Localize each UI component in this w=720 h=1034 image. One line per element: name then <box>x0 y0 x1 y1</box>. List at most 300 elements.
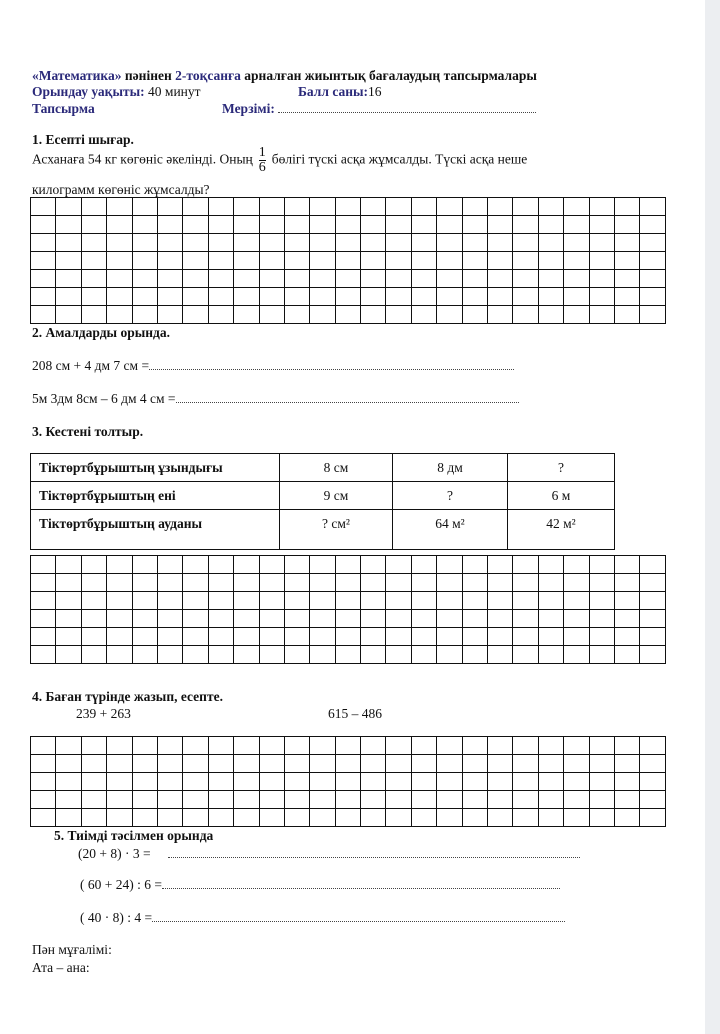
grid-cell[interactable] <box>107 574 132 592</box>
grid-cell[interactable] <box>310 556 335 574</box>
grid-cell[interactable] <box>564 216 589 234</box>
grid-cell[interactable] <box>513 628 538 646</box>
grid-cell[interactable] <box>361 306 386 324</box>
grid-cell[interactable] <box>234 234 259 252</box>
grid-cell[interactable] <box>513 306 538 324</box>
grid-cell[interactable] <box>386 574 411 592</box>
grid-cell[interactable] <box>411 234 436 252</box>
grid-cell[interactable] <box>614 610 639 628</box>
grid-cell[interactable] <box>614 288 639 306</box>
grid-cell[interactable] <box>31 198 56 216</box>
grid-cell[interactable] <box>513 574 538 592</box>
grid-cell[interactable] <box>437 556 462 574</box>
grid-cell[interactable] <box>437 252 462 270</box>
grid-cell[interactable] <box>132 216 157 234</box>
grid-cell[interactable] <box>411 737 436 755</box>
grid-cell[interactable] <box>538 628 563 646</box>
grid-cell[interactable] <box>488 234 513 252</box>
grid-cell[interactable] <box>361 234 386 252</box>
grid-cell[interactable] <box>462 755 487 773</box>
grid-cell[interactable] <box>259 809 284 827</box>
grid-cell[interactable] <box>157 270 182 288</box>
grid-cell[interactable] <box>564 574 589 592</box>
grid-cell[interactable] <box>284 216 309 234</box>
grid-cell[interactable] <box>589 755 614 773</box>
grid-cell[interactable] <box>284 610 309 628</box>
grid-cell[interactable] <box>157 574 182 592</box>
grid-cell[interactable] <box>234 270 259 288</box>
grid-cell[interactable] <box>361 216 386 234</box>
grid-cell[interactable] <box>81 556 106 574</box>
grid-cell[interactable] <box>132 755 157 773</box>
grid-cell[interactable] <box>640 791 665 809</box>
grid-cell[interactable] <box>614 809 639 827</box>
grid-cell[interactable] <box>513 791 538 809</box>
grid-cell[interactable] <box>107 610 132 628</box>
grid-cell[interactable] <box>31 270 56 288</box>
answer-grid-3[interactable] <box>30 736 666 827</box>
grid-cell[interactable] <box>157 773 182 791</box>
grid-cell[interactable] <box>208 270 233 288</box>
grid-cell[interactable] <box>411 628 436 646</box>
grid-cell[interactable] <box>234 288 259 306</box>
grid-cell[interactable] <box>589 610 614 628</box>
grid-cell[interactable] <box>564 252 589 270</box>
grid-cell[interactable] <box>56 592 81 610</box>
grid-cell[interactable] <box>183 809 208 827</box>
grid-cell[interactable] <box>132 306 157 324</box>
grid-cell[interactable] <box>437 773 462 791</box>
grid-cell[interactable] <box>564 737 589 755</box>
grid-cell[interactable] <box>183 574 208 592</box>
grid-cell[interactable] <box>132 252 157 270</box>
grid-cell[interactable] <box>208 610 233 628</box>
grid-cell[interactable] <box>284 755 309 773</box>
grid-cell[interactable] <box>462 556 487 574</box>
grid-cell[interactable] <box>208 809 233 827</box>
grid-cell[interactable] <box>335 773 360 791</box>
grid-cell[interactable] <box>488 628 513 646</box>
answer-grid-2[interactable] <box>30 555 666 664</box>
grid-cell[interactable] <box>335 270 360 288</box>
grid-cell[interactable] <box>31 252 56 270</box>
grid-cell[interactable] <box>259 755 284 773</box>
grid-cell[interactable] <box>157 809 182 827</box>
grid-cell[interactable] <box>81 628 106 646</box>
grid-cell[interactable] <box>208 306 233 324</box>
grid-cell[interactable] <box>284 809 309 827</box>
grid-cell[interactable] <box>234 216 259 234</box>
grid-cell[interactable] <box>614 556 639 574</box>
grid-cell[interactable] <box>361 592 386 610</box>
grid-cell[interactable] <box>564 773 589 791</box>
grid-cell[interactable] <box>437 216 462 234</box>
grid-cell[interactable] <box>564 306 589 324</box>
grid-cell[interactable] <box>411 610 436 628</box>
grid-cell[interactable] <box>564 610 589 628</box>
grid-cell[interactable] <box>538 610 563 628</box>
grid-cell[interactable] <box>208 288 233 306</box>
grid-cell[interactable] <box>538 234 563 252</box>
grid-cell[interactable] <box>107 556 132 574</box>
grid-cell[interactable] <box>462 628 487 646</box>
grid-cell[interactable] <box>361 556 386 574</box>
grid-cell[interactable] <box>488 755 513 773</box>
grid-cell[interactable] <box>513 288 538 306</box>
grid-cell[interactable] <box>157 234 182 252</box>
grid-cell[interactable] <box>488 270 513 288</box>
grid-cell[interactable] <box>411 216 436 234</box>
grid-cell[interactable] <box>157 610 182 628</box>
grid-cell[interactable] <box>488 252 513 270</box>
grid-cell[interactable] <box>310 234 335 252</box>
grid-cell[interactable] <box>157 306 182 324</box>
grid-cell[interactable] <box>335 755 360 773</box>
grid-cell[interactable] <box>513 646 538 664</box>
grid-cell[interactable] <box>284 574 309 592</box>
grid-cell[interactable] <box>538 556 563 574</box>
grid-cell[interactable] <box>538 252 563 270</box>
grid-cell[interactable] <box>107 288 132 306</box>
grid-cell[interactable] <box>183 216 208 234</box>
grid-cell[interactable] <box>132 628 157 646</box>
grid-cell[interactable] <box>462 198 487 216</box>
grid-cell[interactable] <box>513 592 538 610</box>
grid-cell[interactable] <box>335 592 360 610</box>
grid-cell[interactable] <box>640 270 665 288</box>
grid-cell[interactable] <box>513 809 538 827</box>
answer-grid-1[interactable] <box>30 197 666 324</box>
grid-cell[interactable] <box>361 288 386 306</box>
grid-cell[interactable] <box>31 610 56 628</box>
grid-cell[interactable] <box>640 628 665 646</box>
grid-cell[interactable] <box>513 556 538 574</box>
grid-cell[interactable] <box>183 628 208 646</box>
grid-cell[interactable] <box>81 610 106 628</box>
grid-cell[interactable] <box>640 574 665 592</box>
grid-cell[interactable] <box>81 592 106 610</box>
grid-cell[interactable] <box>81 288 106 306</box>
grid-cell[interactable] <box>234 755 259 773</box>
grid-cell[interactable] <box>107 791 132 809</box>
grid-cell[interactable] <box>386 270 411 288</box>
grid-cell[interactable] <box>183 755 208 773</box>
grid-cell[interactable] <box>107 198 132 216</box>
grid-cell[interactable] <box>284 288 309 306</box>
grid-cell[interactable] <box>614 216 639 234</box>
grid-cell[interactable] <box>614 791 639 809</box>
grid-cell[interactable] <box>614 306 639 324</box>
grid-cell[interactable] <box>81 216 106 234</box>
grid-cell[interactable] <box>259 252 284 270</box>
grid-cell[interactable] <box>386 646 411 664</box>
grid-cell[interactable] <box>538 809 563 827</box>
grid-cell[interactable] <box>56 198 81 216</box>
grid-cell[interactable] <box>234 574 259 592</box>
grid-cell[interactable] <box>564 646 589 664</box>
grid-cell[interactable] <box>640 610 665 628</box>
grid-cell[interactable] <box>488 791 513 809</box>
grid-cell[interactable] <box>56 252 81 270</box>
grid-cell[interactable] <box>564 288 589 306</box>
grid-cell[interactable] <box>538 646 563 664</box>
grid-cell[interactable] <box>386 791 411 809</box>
grid-cell[interactable] <box>31 773 56 791</box>
grid-cell[interactable] <box>640 755 665 773</box>
grid-cell[interactable] <box>107 252 132 270</box>
grid-cell[interactable] <box>614 270 639 288</box>
grid-cell[interactable] <box>361 809 386 827</box>
grid-cell[interactable] <box>208 556 233 574</box>
grid-cell[interactable] <box>462 809 487 827</box>
grid-cell[interactable] <box>411 755 436 773</box>
grid-cell[interactable] <box>208 252 233 270</box>
grid-cell[interactable] <box>31 592 56 610</box>
grid-cell[interactable] <box>81 809 106 827</box>
grid-cell[interactable] <box>335 216 360 234</box>
grid-cell[interactable] <box>56 737 81 755</box>
grid-cell[interactable] <box>284 791 309 809</box>
grid-cell[interactable] <box>259 737 284 755</box>
grid-cell[interactable] <box>56 791 81 809</box>
grid-cell[interactable] <box>614 592 639 610</box>
grid-cell[interactable] <box>31 737 56 755</box>
grid-cell[interactable] <box>208 755 233 773</box>
grid-cell[interactable] <box>386 198 411 216</box>
grid-cell[interactable] <box>589 773 614 791</box>
grid-cell[interactable] <box>234 791 259 809</box>
grid-cell[interactable] <box>386 556 411 574</box>
grid-cell[interactable] <box>208 592 233 610</box>
grid-cell[interactable] <box>310 610 335 628</box>
grid-cell[interactable] <box>538 574 563 592</box>
grid-cell[interactable] <box>614 755 639 773</box>
grid-cell[interactable] <box>614 628 639 646</box>
grid-cell[interactable] <box>259 216 284 234</box>
grid-cell[interactable] <box>538 198 563 216</box>
grid-cell[interactable] <box>208 737 233 755</box>
grid-cell[interactable] <box>234 556 259 574</box>
grid-cell[interactable] <box>81 252 106 270</box>
grid-cell[interactable] <box>335 574 360 592</box>
grid-cell[interactable] <box>640 556 665 574</box>
grid-cell[interactable] <box>386 592 411 610</box>
grid-cell[interactable] <box>437 270 462 288</box>
grid-cell[interactable] <box>56 809 81 827</box>
grid-cell[interactable] <box>564 198 589 216</box>
grid-cell[interactable] <box>234 306 259 324</box>
grid-cell[interactable] <box>437 646 462 664</box>
grid-cell[interactable] <box>56 288 81 306</box>
grid-cell[interactable] <box>538 755 563 773</box>
grid-cell[interactable] <box>310 216 335 234</box>
grid-cell[interactable] <box>157 646 182 664</box>
grid-cell[interactable] <box>259 773 284 791</box>
grid-cell[interactable] <box>538 216 563 234</box>
grid-cell[interactable] <box>284 773 309 791</box>
grid-cell[interactable] <box>437 809 462 827</box>
grid-cell[interactable] <box>589 646 614 664</box>
grid-cell[interactable] <box>437 306 462 324</box>
grid-cell[interactable] <box>183 737 208 755</box>
grid-cell[interactable] <box>538 791 563 809</box>
grid-cell[interactable] <box>132 198 157 216</box>
grid-cell[interactable] <box>107 270 132 288</box>
grid-cell[interactable] <box>259 574 284 592</box>
grid-cell[interactable] <box>208 234 233 252</box>
grid-cell[interactable] <box>208 773 233 791</box>
grid-cell[interactable] <box>183 592 208 610</box>
grid-cell[interactable] <box>361 755 386 773</box>
grid-cell[interactable] <box>411 556 436 574</box>
grid-cell[interactable] <box>183 198 208 216</box>
grid-cell[interactable] <box>564 592 589 610</box>
grid-cell[interactable] <box>56 773 81 791</box>
grid-cell[interactable] <box>564 234 589 252</box>
grid-cell[interactable] <box>183 234 208 252</box>
grid-cell[interactable] <box>411 574 436 592</box>
grid-cell[interactable] <box>284 628 309 646</box>
grid-cell[interactable] <box>589 737 614 755</box>
grid-cell[interactable] <box>361 270 386 288</box>
grid-cell[interactable] <box>386 773 411 791</box>
grid-cell[interactable] <box>386 288 411 306</box>
grid-cell[interactable] <box>538 737 563 755</box>
grid-cell[interactable] <box>513 216 538 234</box>
grid-cell[interactable] <box>310 574 335 592</box>
grid-cell[interactable] <box>335 628 360 646</box>
grid-cell[interactable] <box>335 646 360 664</box>
grid-cell[interactable] <box>183 556 208 574</box>
grid-cell[interactable] <box>488 556 513 574</box>
grid-cell[interactable] <box>513 270 538 288</box>
grid-cell[interactable] <box>132 270 157 288</box>
grid-cell[interactable] <box>488 646 513 664</box>
grid-cell[interactable] <box>208 198 233 216</box>
grid-cell[interactable] <box>513 773 538 791</box>
grid-cell[interactable] <box>56 646 81 664</box>
grid-cell[interactable] <box>107 737 132 755</box>
grid-cell[interactable] <box>234 646 259 664</box>
grid-cell[interactable] <box>157 755 182 773</box>
grid-cell[interactable] <box>488 574 513 592</box>
grid-cell[interactable] <box>386 628 411 646</box>
grid-cell[interactable] <box>259 556 284 574</box>
grid-cell[interactable] <box>589 234 614 252</box>
grid-cell[interactable] <box>335 610 360 628</box>
grid-cell[interactable] <box>640 252 665 270</box>
grid-cell[interactable] <box>81 306 106 324</box>
grid-cell[interactable] <box>614 234 639 252</box>
grid-cell[interactable] <box>411 252 436 270</box>
grid-cell[interactable] <box>284 556 309 574</box>
grid-cell[interactable] <box>234 198 259 216</box>
grid-cell[interactable] <box>335 252 360 270</box>
grid-cell[interactable] <box>208 216 233 234</box>
grid-cell[interactable] <box>132 646 157 664</box>
grid-cell[interactable] <box>157 592 182 610</box>
grid-cell[interactable] <box>107 646 132 664</box>
grid-cell[interactable] <box>462 234 487 252</box>
grid-cell[interactable] <box>640 198 665 216</box>
grid-cell[interactable] <box>513 198 538 216</box>
grid-cell[interactable] <box>132 773 157 791</box>
grid-cell[interactable] <box>411 646 436 664</box>
grid-cell[interactable] <box>208 574 233 592</box>
grid-cell[interactable] <box>437 737 462 755</box>
grid-cell[interactable] <box>361 574 386 592</box>
grid-cell[interactable] <box>386 809 411 827</box>
grid-cell[interactable] <box>538 270 563 288</box>
grid-cell[interactable] <box>56 216 81 234</box>
grid-cell[interactable] <box>462 773 487 791</box>
grid-cell[interactable] <box>183 610 208 628</box>
grid-cell[interactable] <box>462 252 487 270</box>
grid-cell[interactable] <box>157 628 182 646</box>
grid-cell[interactable] <box>462 574 487 592</box>
grid-cell[interactable] <box>284 737 309 755</box>
grid-cell[interactable] <box>183 270 208 288</box>
grid-cell[interactable] <box>310 809 335 827</box>
grid-cell[interactable] <box>513 252 538 270</box>
grid-cell[interactable] <box>335 737 360 755</box>
grid-cell[interactable] <box>31 234 56 252</box>
grid-cell[interactable] <box>462 288 487 306</box>
grid-cell[interactable] <box>589 791 614 809</box>
grid-cell[interactable] <box>640 809 665 827</box>
grid-cell[interactable] <box>284 234 309 252</box>
grid-cell[interactable] <box>589 809 614 827</box>
grid-cell[interactable] <box>589 306 614 324</box>
grid-cell[interactable] <box>132 809 157 827</box>
grid-cell[interactable] <box>81 270 106 288</box>
grid-cell[interactable] <box>31 628 56 646</box>
grid-cell[interactable] <box>437 610 462 628</box>
grid-cell[interactable] <box>640 592 665 610</box>
grid-cell[interactable] <box>488 288 513 306</box>
grid-cell[interactable] <box>361 628 386 646</box>
grid-cell[interactable] <box>81 234 106 252</box>
grid-cell[interactable] <box>462 270 487 288</box>
grid-cell[interactable] <box>31 646 56 664</box>
grid-cell[interactable] <box>538 773 563 791</box>
grid-cell[interactable] <box>386 306 411 324</box>
grid-cell[interactable] <box>310 737 335 755</box>
grid-cell[interactable] <box>538 306 563 324</box>
grid-cell[interactable] <box>437 198 462 216</box>
grid-cell[interactable] <box>157 288 182 306</box>
grid-cell[interactable] <box>157 556 182 574</box>
grid-cell[interactable] <box>640 288 665 306</box>
grid-cell[interactable] <box>614 646 639 664</box>
grid-cell[interactable] <box>107 306 132 324</box>
grid-cell[interactable] <box>488 198 513 216</box>
grid-cell[interactable] <box>208 628 233 646</box>
grid-cell[interactable] <box>386 234 411 252</box>
grid-cell[interactable] <box>361 252 386 270</box>
grid-cell[interactable] <box>132 737 157 755</box>
grid-cell[interactable] <box>234 737 259 755</box>
grid-cell[interactable] <box>564 628 589 646</box>
grid-cell[interactable] <box>564 556 589 574</box>
grid-cell[interactable] <box>462 592 487 610</box>
grid-cell[interactable] <box>284 198 309 216</box>
grid-cell[interactable] <box>411 306 436 324</box>
grid-cell[interactable] <box>437 628 462 646</box>
grid-cell[interactable] <box>310 252 335 270</box>
grid-cell[interactable] <box>335 556 360 574</box>
grid-cell[interactable] <box>81 755 106 773</box>
